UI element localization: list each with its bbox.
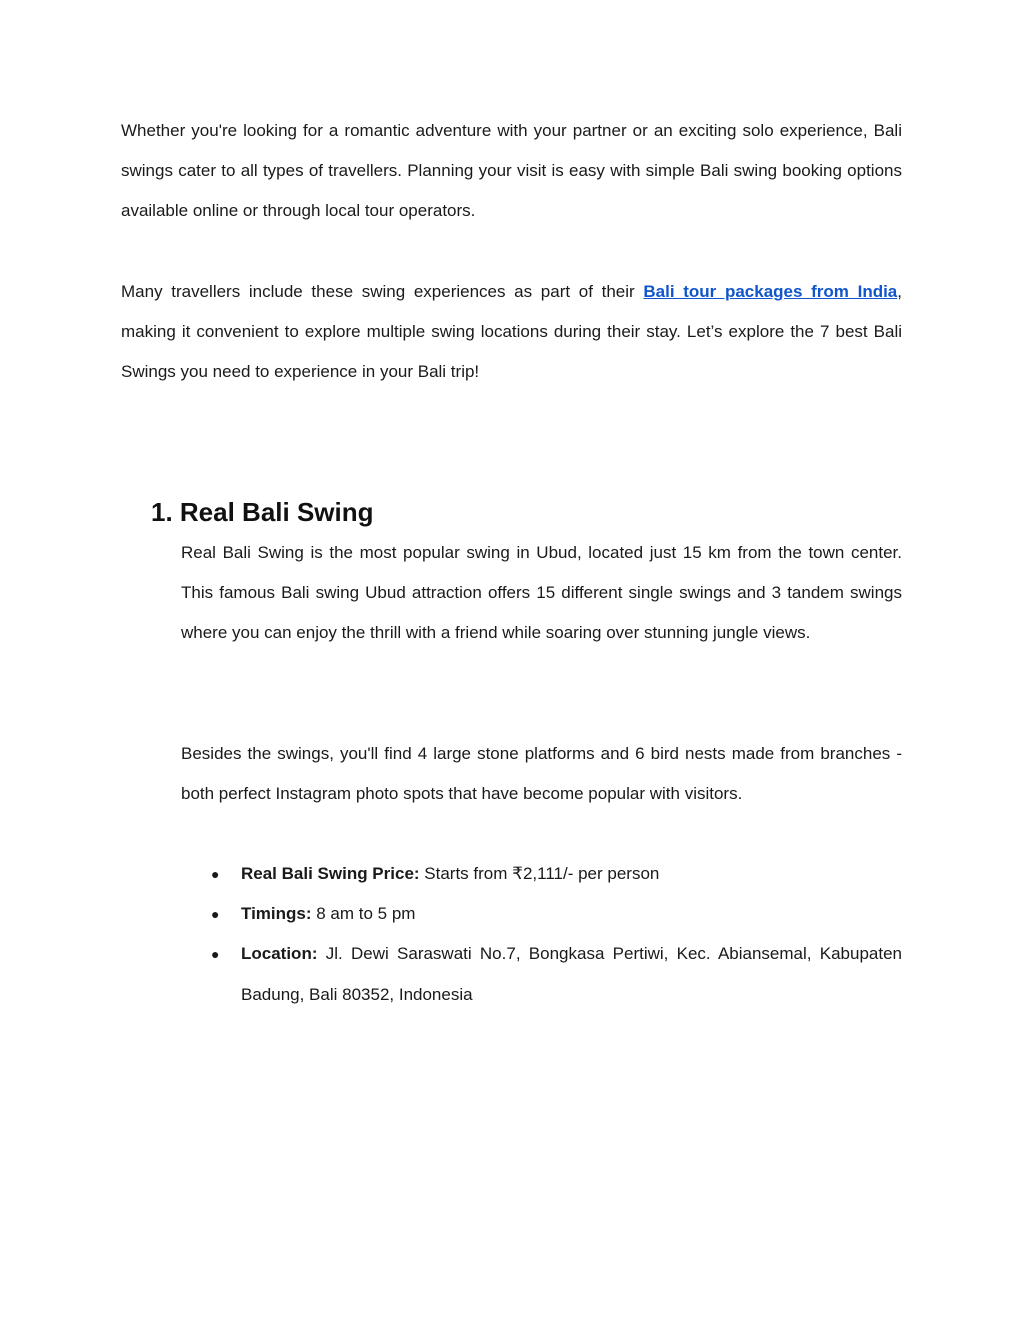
detail-timings-value: 8 am to 5 pm bbox=[311, 904, 416, 924]
real-bali-swing-paragraph-1: Real Bali Swing is the most popular swing in Ubud, located just 15 km from the town center. This famous Bali swing Ubud attraction offers 15 different single swings and 3 tandem swings where you can enjoy the thrill with a friend while soaring over stunning jungle views. bbox=[181, 543, 902, 643]
detail-price-value: Starts from ₹2,111/- per person bbox=[419, 864, 660, 883]
detail-price-label: Real Bali Swing Price: bbox=[241, 864, 420, 883]
section-title-real-bali-swing: 1. Real Bali Swing bbox=[151, 497, 374, 527]
detail-location-value: Jl. Dewi Saraswati No.7, Bongkasa Pertiwi, Kec. Abiansemal, Kabupaten Badung, Bali 80352, Indonesia bbox=[241, 944, 902, 1004]
bullet-icon: ● bbox=[211, 906, 220, 923]
intro-paragraph-2-text-before: Many travellers include these swing experiences as part of their bbox=[121, 282, 644, 301]
intro-paragraph-2-text-after: , making it convenient to explore multiple swing locations during their stay. Let’s explore the 7 best Bali Swings you need to experience in your Bali trip! bbox=[121, 282, 902, 382]
real-bali-swing-paragraph-2: Besides the swings, you'll find 4 large stone platforms and 6 bird nests made from branches - both perfect Instagram photo spots that have become popular with visitors. bbox=[181, 744, 902, 804]
detail-timings-label: Timings: bbox=[241, 904, 312, 924]
real-bali-swing-details-list bbox=[181, 854, 902, 1015]
bullet-icon: ● bbox=[211, 946, 220, 963]
bullet-icon: ● bbox=[211, 866, 220, 882]
intro-paragraph-1: Whether you're looking for a romantic adventure with your partner or an exciting solo experience, Bali swings cater to all types of travellers. Planning your visit is easy with simple Bali swing booking options available online or through local tour operators. bbox=[121, 121, 902, 221]
detail-location bbox=[181, 934, 902, 1014]
detail-location-label: Location: bbox=[241, 944, 318, 964]
bali-tour-packages-link[interactable]: Bali tour packages from India bbox=[643, 282, 898, 301]
detail-price bbox=[181, 854, 902, 894]
intro-paragraph-2 bbox=[121, 272, 902, 393]
detail-timings bbox=[181, 894, 902, 934]
